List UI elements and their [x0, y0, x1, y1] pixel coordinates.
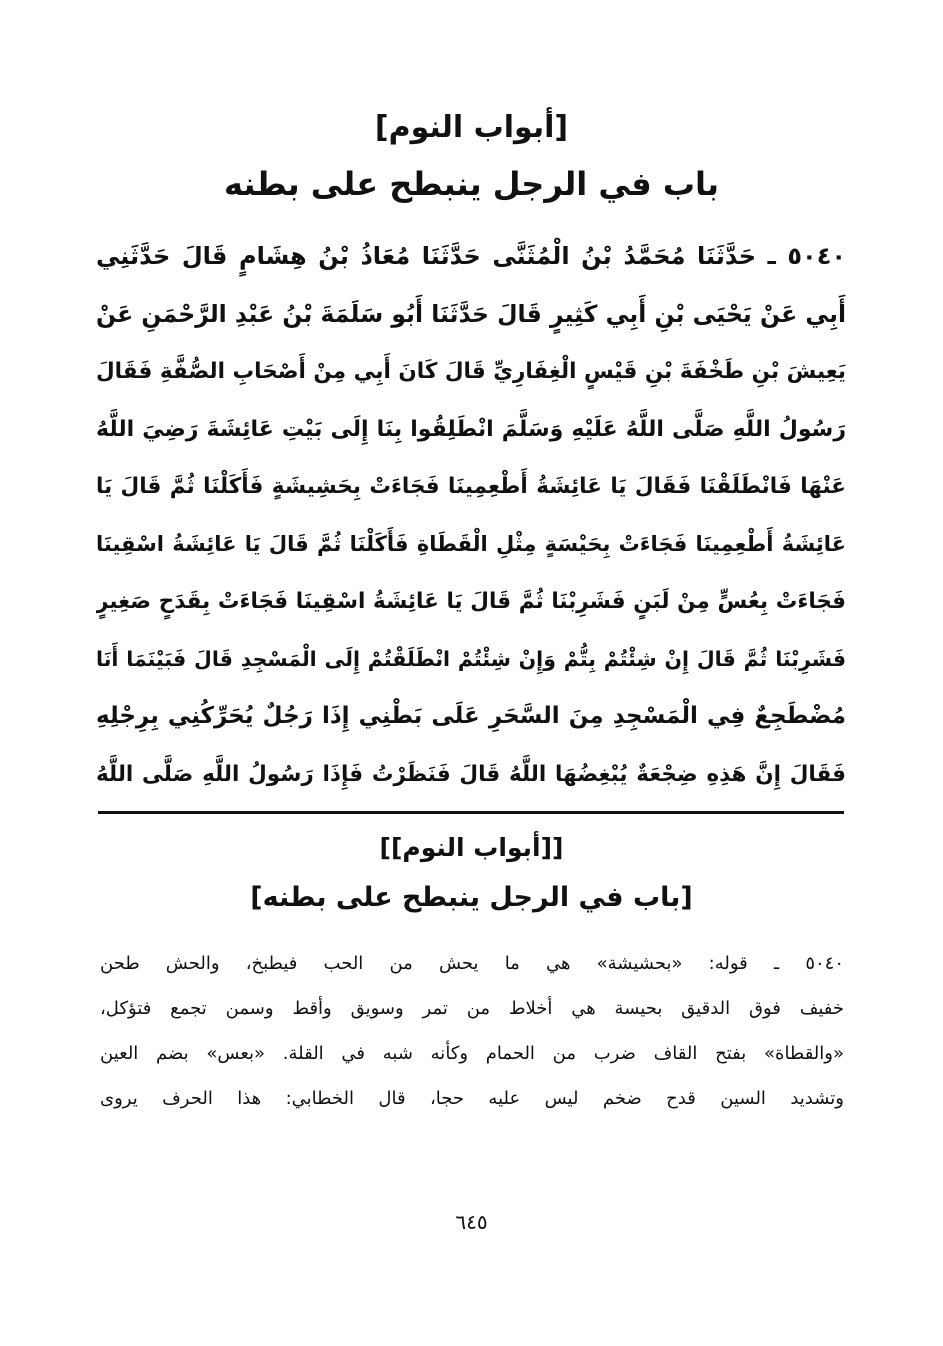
footnote-chapter-title: [باب في الرجل ينبطح على بطنه] [250, 882, 693, 913]
footnote-section-title: [[أبواب النوم]] [379, 833, 564, 862]
commentary-line: ٥٠٤٠ ـ قوله: «بحشيشة» هي ما يحش من الحب فيطبخ، والحش طحن [100, 953, 844, 974]
commentary-line: وتشديد السين قدح ضخم ليس عليه حجا، قال الخطابي: هذا الحرف يروى [100, 1088, 844, 1109]
commentary-text [100, 941, 844, 1121]
hadith-line: فَشَرِبْنَا ثُمَّ قَالَ إِنْ شِئْتُمْ بِتُّمْ وَإِنْ شِئْتُمْ انْطَلَقْتُمْ إِلَى الْمَسْجِدِ قَالَ فَبَيْنَمَا أَنَا [96, 646, 846, 671]
section-title: [أبواب النوم] [374, 110, 569, 145]
commentary-line: «والقطاة» بفتح القاف ضرب من الحمام وكأنه شبه في القلة. «بعس» بضم العين [100, 1043, 844, 1064]
hadith-line: ٥٠٤٠ ـ حَدَّثَنَا مُحَمَّدُ بْنُ الْمُثَنَّى حَدَّثَنَا مُعَاذُ بْنُ هِشَامٍ قَالَ حَدَّثَنِي [96, 242, 846, 270]
chapter-title: باب في الرجل ينبطح على بطنه [223, 165, 720, 203]
commentary-line: خفيف فوق الدقيق بحيسة هي أخلاط من تمر وسويق وأقط وسمن تجمع فتؤكل، [100, 998, 844, 1019]
footnote-divider [98, 811, 844, 814]
page-number: ٦٤٥ [455, 1210, 488, 1234]
hadith-line: يَعِيشَ بْنِ طَخْفَةَ بْنِ قَيْسٍ الْغِفَارِيِّ قَالَ كَانَ أَبِي مِنْ أَصْحَابِ الصُّفَّةِ فَقَالَ [96, 359, 846, 384]
hadith-line: فَقَالَ إِنَّ هَذِهِ ضِجْعَةٌ يُبْغِضُهَا اللَّهُ قَالَ فَنَظَرْتُ فَإِذَا رَسُولُ اللَّهِ صَلَّى اللَّهُ [96, 761, 846, 787]
hadith-text [96, 228, 846, 803]
hadith-line: عَنْهَا فَانْطَلَقْنَا فَقَالَ يَا عَائِشَةُ أَطْعِمِينَا فَجَاءَتْ بِحَشِيشَةٍ فَأَكَلْنَا ثُمَّ قَالَ يَا [96, 474, 846, 499]
hadith-line: عَائِشَةُ أَطْعِمِينَا فَجَاءَتْ بِحَيْسَةٍ مِثْلِ الْقَطَاةِ فَأَكَلْنَا ثُمَّ قَالَ يَا عَائِشَةُ اسْقِينَا [96, 531, 846, 556]
hadith-line: فَجَاءَتْ بِعُسٍّ مِنْ لَبَنٍ فَشَرِبْنَا ثُمَّ قَالَ يَا عَائِشَةُ اسْقِينَا فَجَاءَتْ بِقَدَحٍ صَغِيرٍ [96, 589, 846, 614]
hadith-line: مُضْطَجِعٌ فِي الْمَسْجِدِ مِنَ السَّحَرِ عَلَى بَطْنِي إِذَا رَجُلٌ يُحَرِّكُنِي بِرِجْلِهِ [96, 703, 846, 729]
hadith-line: رَسُولُ اللَّهِ صَلَّى اللَّهُ عَلَيْهِ وَسَلَّمَ انْطَلِقُوا بِنَا إِلَى بَيْتِ عَائِشَةَ رَضِيَ اللَّهُ [96, 416, 846, 442]
hadith-line: أَبِي عَنْ يَحْيَى بْنِ أَبِي كَثِيرٍ قَالَ حَدَّثَنَا أَبُو سَلَمَةَ بْنُ عَبْدِ الرَّحْمَنِ عَنْ [96, 299, 846, 328]
